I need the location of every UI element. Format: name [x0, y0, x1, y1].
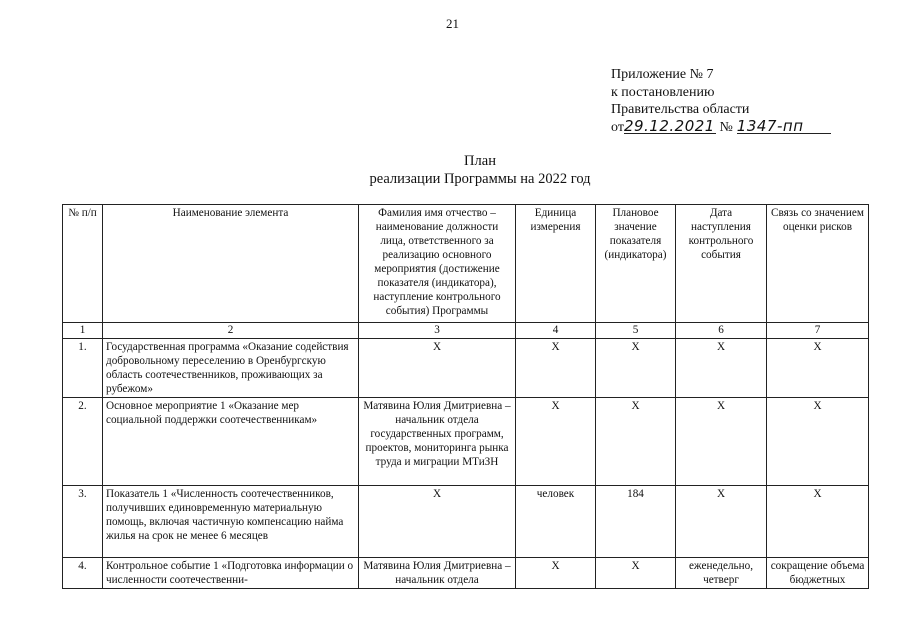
number-label: № [719, 119, 733, 135]
unit-cell: человек [516, 486, 596, 558]
event-date-cell: Х [676, 486, 767, 558]
plan-title-line-2: реализации Программы на 2022 год [369, 171, 591, 187]
planned-value-cell: 184 [596, 486, 676, 558]
appendix-line-3: Правительства области [611, 102, 750, 117]
header-planned-value: Плановое значение показателя (индикатора) [596, 205, 676, 323]
event-date-cell: Х [676, 398, 767, 486]
element-name-cell: Государственная программа «Оказание содействия добровольному переселению в Оренбургскую область соотечественников, проживающих за рубежом» [103, 339, 359, 398]
element-name-cell: Показатель 1 «Численность соотечественников, получивших единовременную материальную помощь, включая частичную компенсацию найма жилья на срок не менее 6 месяцев [103, 486, 359, 558]
column-number: 6 [676, 323, 767, 339]
unit-cell: Х [516, 339, 596, 398]
appendix-line-2: к постановлению [611, 84, 715, 100]
header-element-name: Наименование элемента [103, 205, 359, 323]
responsible-cell: Матявина Юлия Дмитриевна – начальник отдела [359, 558, 516, 589]
column-number: 5 [596, 323, 676, 339]
column-number: 1 [63, 323, 103, 339]
from-label: от [611, 119, 624, 135]
column-number: 7 [767, 323, 869, 339]
risk-link-cell: Х [767, 398, 869, 486]
event-date-cell: Х [676, 339, 767, 398]
unit-cell: Х [516, 558, 596, 589]
element-name-cell: Контрольное событие 1 «Подготовка информации о численности соотечественни- [103, 558, 359, 589]
element-name-cell: Основное мероприятие 1 «Оказание мер социальной поддержки соотечественникам» [103, 398, 359, 486]
table-row [63, 558, 869, 589]
column-number: 2 [103, 323, 359, 339]
appendix-signature-line [611, 116, 831, 137]
planned-value-cell: Х [596, 398, 676, 486]
column-number: 3 [359, 323, 516, 339]
header-risk-link: Связь со значением оценки рисков [767, 205, 869, 323]
plan-title-line-1: План [464, 153, 496, 169]
row-number: 4. [63, 558, 103, 589]
column-number: 4 [516, 323, 596, 339]
handwritten-date: 29.12.2021 [623, 116, 715, 135]
risk-link-cell: Х [767, 339, 869, 398]
row-number: 1. [63, 339, 103, 398]
page-number: 21 [446, 16, 459, 31]
row-number: 2. [63, 398, 103, 486]
table-row [63, 398, 869, 486]
responsible-cell: Матявина Юлия Дмитриевна – начальник отдела государственных программ, проектов, мониторинга рынка труда и миграции МТиЗН [359, 398, 516, 486]
risk-link-cell: сокращение объема бюджетных [767, 558, 869, 589]
planned-value-cell: Х [596, 558, 676, 589]
header-responsible-person: Фамилия имя отчество – наименование должности лица, ответственного за реализацию основного мероприятия (достижение показателя (индикатора), наступление контрольного события) Программы [359, 205, 516, 323]
unit-cell: Х [516, 398, 596, 486]
responsible-cell: Х [359, 339, 516, 398]
header-unit: Единица измерения [516, 205, 596, 323]
plan-table [62, 204, 869, 589]
header-event-date: Дата наступления контрольного события [676, 205, 767, 323]
responsible-cell: Х [359, 486, 516, 558]
handwritten-number: 1347-пп [737, 119, 831, 134]
table-row [63, 486, 869, 558]
column-number-row [63, 323, 869, 339]
appendix-header [611, 66, 831, 136]
plan-title [0, 152, 905, 188]
planned-value-cell: Х [596, 339, 676, 398]
event-date-cell: еженедельно, четверг [676, 558, 767, 589]
row-number: 3. [63, 486, 103, 558]
risk-link-cell: Х [767, 486, 869, 558]
header-number: № п/п [63, 205, 103, 323]
table-row [63, 339, 869, 398]
table-header-row [63, 205, 869, 323]
appendix-line-1: Приложение № 7 [611, 67, 714, 82]
